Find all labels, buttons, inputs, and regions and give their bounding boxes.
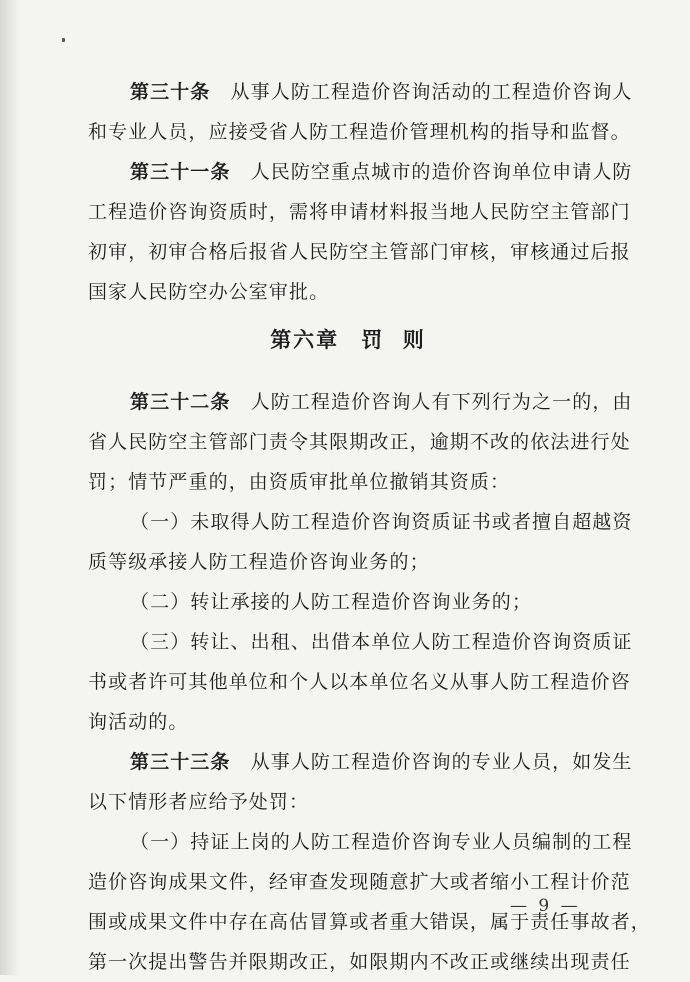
article-32-item-1-line-2: 质等级承接人防工程造价咨询业务的； [88,551,430,573]
chapter-title: 罚 则 [361,327,426,352]
article-32-item-3-line-2: 书或者许可其他单位和个人以本单位名义从事人防工程造价咨 [88,671,631,693]
scan-speck [62,38,65,42]
article-30-line-2: 和专业人员，应接受省人防工程造价管理机构的指导和监督。 [88,121,631,143]
page-number: — 9 — [510,896,581,916]
article-32-number: 第三十二条 [130,391,231,413]
article-32-line-3: 罚；情节严重的，由资质审批单位撤销其资质： [88,471,511,493]
article-33-number: 第三十三条 [130,751,231,773]
article-32-item-2-line-1: （二）转让承接的人防工程造价咨询业务的； [130,591,533,613]
article-30-line-1 [88,72,650,112]
article-31-line-4: 国家人民防空办公室审批。 [88,281,330,303]
chapter-number: 第六章 [270,327,340,352]
article-31-number: 第三十一条 [130,161,231,183]
article-33-line-1 [88,742,650,782]
article-31-line-2: 工程造价咨询资质时，需将申请材料报当地人民防空主管部门 [88,201,631,223]
article-32-item-3-line-3: 询活动的。 [88,711,189,733]
article-33-item-1-line-2: 造价咨询成果文件，经审查发现随意扩大或者缩小工程计价范 [88,871,631,893]
article-32-item-1-line-1: （一）未取得人防工程造价咨询资质证书或者擅自超越资 [130,511,633,533]
article-30-number: 第三十条 [130,81,211,103]
article-32-line-2: 省人民防空主管部门责令其限期改正，逾期不改的依法进行处 [88,431,631,453]
article-33-item-1-line-3: 围或成果文件中存在高估冒算或者重大错误，属于责任事故者， [88,911,651,933]
article-33-item-1-line-1: （一）持证上岗的人防工程造价咨询专业人员编制的工程 [130,831,633,853]
article-31-line-3: 初审，初审合格后报省人民防空主管部门审核，审核通过后报 [88,241,631,263]
article-33-line-2: 以下情形者应给予处罚： [88,791,310,813]
article-32-line-1 [88,382,650,422]
article-33-item-1-line-4: 第一次提出警告并限期改正，如限期内不改正或继续出现责任 [88,951,631,973]
article-31-line-1 [88,152,650,192]
scan-edge-shadow [0,0,20,975]
chapter-heading [88,320,608,360]
article-33-text-1: 从事人防工程造价咨询的专业人员，如发生 [250,751,633,773]
article-32-text-1: 人防工程造价咨询人有下列行为之一的，由 [250,391,633,413]
article-32-item-3-line-1: （三）转让、出租、出借本单位人防工程造价咨询资质证 [130,631,633,653]
article-31-text-1: 人民防空重点城市的造价咨询单位申请人防 [250,161,633,183]
article-30-text-1: 从事人防工程造价咨询活动的工程造价咨询人 [230,81,633,103]
